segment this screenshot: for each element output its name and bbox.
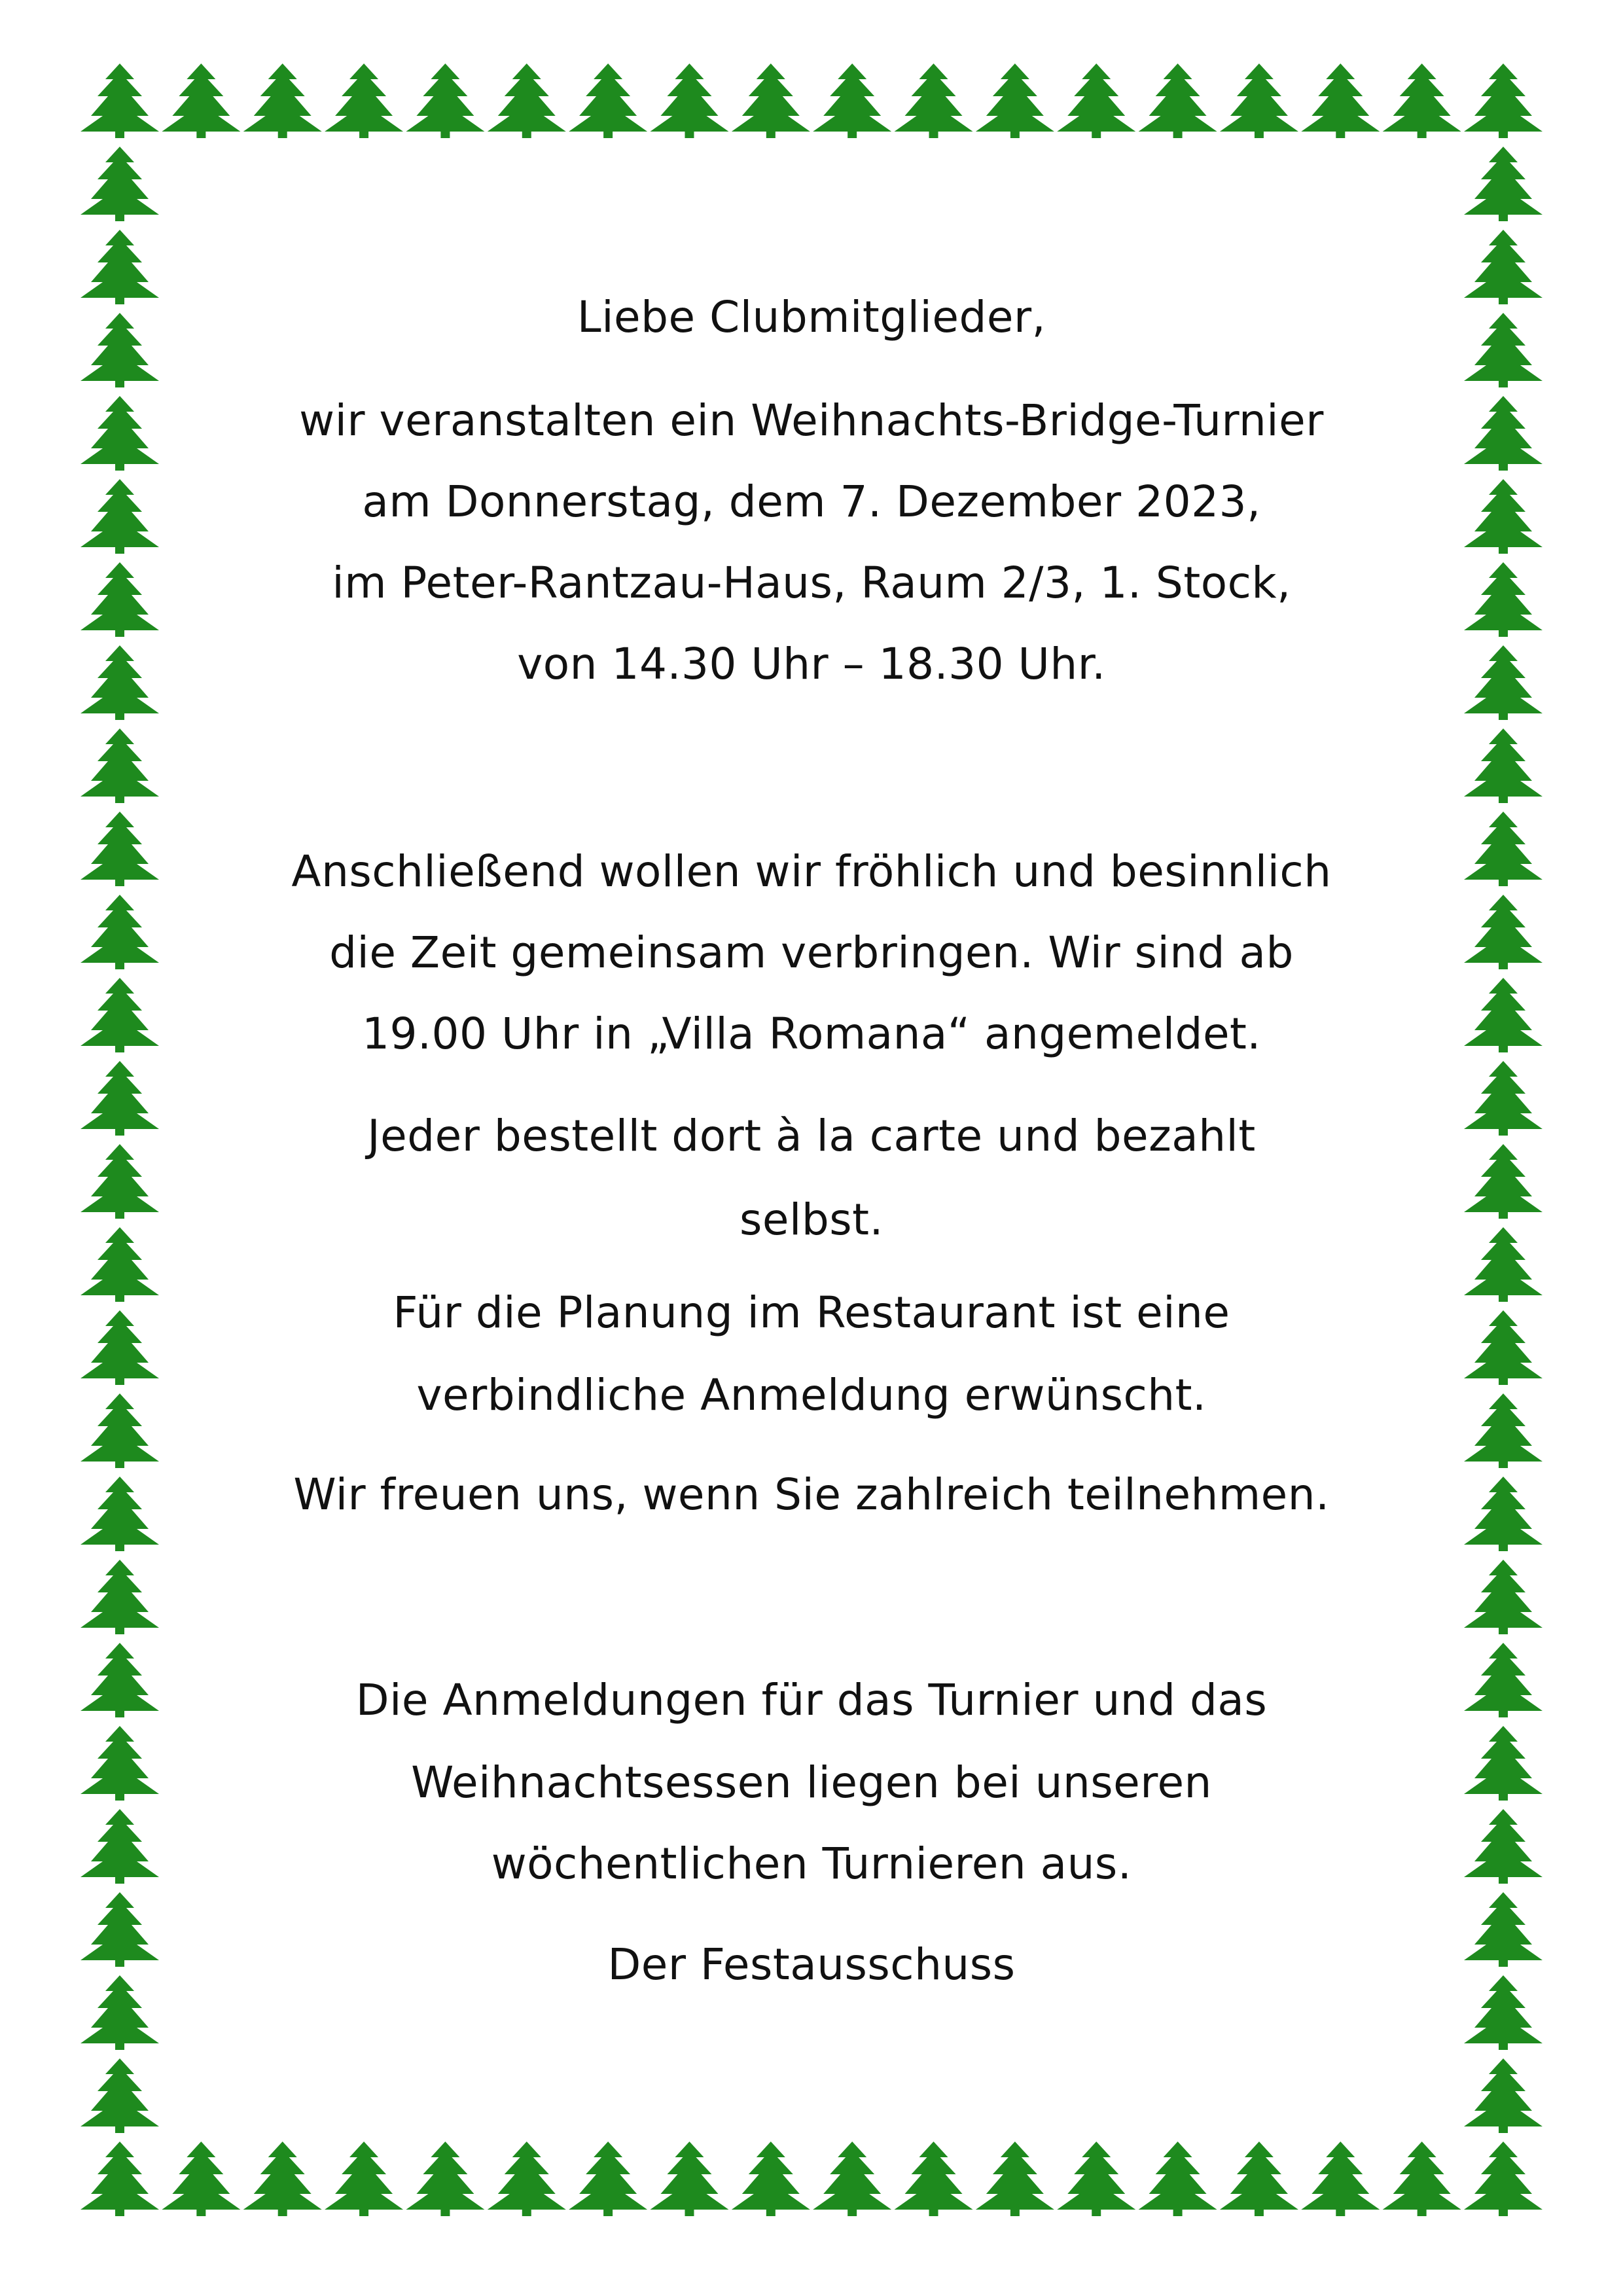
fir-tree-icon <box>80 562 159 637</box>
fir-tree-icon <box>732 2142 810 2216</box>
fir-tree-icon <box>80 812 159 886</box>
fir-tree-icon <box>1464 1892 1543 1967</box>
fir-tree-icon <box>1139 2142 1217 2216</box>
fir-tree-icon <box>895 2142 973 2216</box>
fir-tree-icon <box>895 63 973 138</box>
fir-tree-icon <box>732 63 810 138</box>
fir-tree-icon <box>1464 2142 1543 2216</box>
dinner-line: 19.00 Uhr in „Villa Romana“ angemeldet. <box>362 1009 1261 1059</box>
fir-tree-icon <box>80 728 159 803</box>
fir-tree-icon <box>80 2142 159 2216</box>
closing-line: Wir freuen uns, wenn Sie zahlreich teilnehmen. <box>293 1469 1330 1520</box>
fir-tree-icon <box>1301 63 1380 138</box>
fir-tree-icon <box>1220 2142 1298 2216</box>
invite-line: am Donnerstag, dem 7. Dezember 2023, <box>362 476 1261 527</box>
fir-tree-icon <box>1464 1560 1543 1634</box>
fir-tree-icon <box>80 1144 159 1219</box>
fir-tree-icon <box>80 895 159 969</box>
fir-tree-icon <box>80 1643 159 1717</box>
registration-line: Die Anmeldungen für das Turnier und das <box>355 1675 1268 1725</box>
fir-tree-icon <box>80 1477 159 1551</box>
fir-tree-icon <box>80 1310 159 1385</box>
payment-line: selbst. <box>740 1194 883 1245</box>
fir-tree-icon <box>80 978 159 1052</box>
fir-tree-icon <box>1057 63 1135 138</box>
fir-tree-icon <box>1464 895 1543 969</box>
fir-tree-icon <box>80 1061 159 1136</box>
payment-line: Jeder bestellt dort à la carte und bezahlt <box>367 1111 1256 1161</box>
fir-tree-icon <box>1464 1643 1543 1717</box>
fir-tree-icon <box>1464 1809 1543 1884</box>
greeting: Liebe Clubmitglieder, <box>577 292 1046 342</box>
fir-tree-icon <box>1464 1144 1543 1219</box>
fir-tree-icon <box>1464 1393 1543 1468</box>
fir-tree-icon <box>80 63 159 138</box>
fir-tree-icon <box>80 1393 159 1468</box>
fir-tree-icon <box>1464 978 1543 1052</box>
signature: Der Festausschuss <box>607 1939 1016 1990</box>
dinner-line: Anschließend wollen wir fröhlich und besinnlich <box>291 846 1332 897</box>
registration-line: Weihnachtsessen liegen bei unseren <box>411 1757 1212 1808</box>
fir-tree-icon <box>80 1809 159 1884</box>
fir-tree-icon <box>1464 63 1543 138</box>
fir-tree-icon <box>325 63 403 138</box>
fir-tree-icon <box>1464 1061 1543 1136</box>
fir-tree-icon <box>80 1560 159 1634</box>
fir-tree-icon <box>80 479 159 554</box>
registration-line: wöchentlichen Turnieren aus. <box>491 1839 1132 1889</box>
fir-tree-icon <box>80 147 159 221</box>
fir-tree-icon <box>243 2142 322 2216</box>
fir-tree-icon <box>1057 2142 1135 2216</box>
fir-tree-icon <box>569 63 647 138</box>
fir-tree-icon <box>80 396 159 471</box>
fir-tree-icon <box>650 2142 728 2216</box>
fir-tree-icon <box>1464 230 1543 304</box>
fir-tree-icon <box>1464 1227 1543 1302</box>
fir-tree-icon <box>488 2142 566 2216</box>
fir-tree-icon <box>650 63 728 138</box>
fir-tree-icon <box>1383 63 1461 138</box>
fir-tree-icon <box>1464 1310 1543 1385</box>
fir-tree-icon <box>80 1227 159 1302</box>
fir-tree-icon <box>1464 562 1543 637</box>
planning-line: verbindliche Anmeldung erwünscht. <box>416 1370 1207 1420</box>
fir-tree-icon <box>1139 63 1217 138</box>
fir-tree-icon <box>80 1726 159 1801</box>
invite-line: im Peter-Rantzau-Haus, Raum 2/3, 1. Stock, <box>332 558 1291 608</box>
fir-tree-icon <box>1464 1975 1543 2050</box>
fir-tree-icon <box>80 2058 159 2133</box>
invite-line: von 14.30 Uhr – 18.30 Uhr. <box>517 639 1106 689</box>
fir-tree-icon <box>80 230 159 304</box>
fir-tree-icon <box>1301 2142 1380 2216</box>
fir-tree-icon <box>1464 645 1543 720</box>
fir-tree-icon <box>569 2142 647 2216</box>
fir-tree-icon <box>162 63 240 138</box>
fir-tree-icon <box>1464 728 1543 803</box>
fir-tree-icon <box>813 2142 891 2216</box>
fir-tree-icon <box>80 313 159 387</box>
fir-tree-icon <box>1464 313 1543 387</box>
fir-tree-icon <box>1220 63 1298 138</box>
planning-line: Für die Planung im Restaurant ist eine <box>393 1287 1230 1338</box>
fir-tree-icon <box>80 1975 159 2050</box>
fir-tree-icon <box>1464 147 1543 221</box>
dinner-line: die Zeit gemeinsam verbringen. Wir sind ab <box>329 927 1294 978</box>
fir-tree-icon <box>80 1892 159 1967</box>
fir-tree-icon <box>243 63 322 138</box>
fir-tree-icon <box>1464 1477 1543 1551</box>
fir-tree-icon <box>976 63 1054 138</box>
fir-tree-icon <box>976 2142 1054 2216</box>
fir-tree-icon <box>1464 479 1543 554</box>
fir-tree-icon <box>1464 396 1543 471</box>
fir-tree-icon <box>1464 1726 1543 1801</box>
fir-tree-icon <box>1464 812 1543 886</box>
fir-tree-icon <box>325 2142 403 2216</box>
fir-tree-icon <box>813 63 891 138</box>
fir-tree-icon <box>406 63 484 138</box>
fir-tree-icon <box>406 2142 484 2216</box>
fir-tree-icon <box>1383 2142 1461 2216</box>
fir-tree-icon <box>162 2142 240 2216</box>
fir-tree-icon <box>1464 2058 1543 2133</box>
fir-tree-icon <box>488 63 566 138</box>
invite-line: wir veranstalten ein Weihnachts-Bridge-Turnier <box>299 395 1324 446</box>
fir-tree-icon <box>80 645 159 720</box>
